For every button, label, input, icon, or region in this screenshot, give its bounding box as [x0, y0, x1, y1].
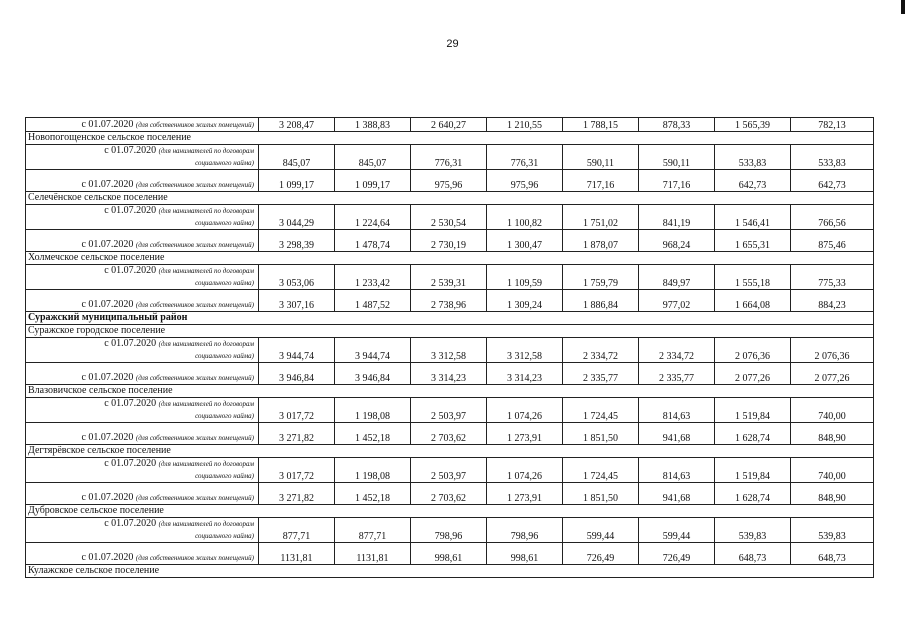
settlement-header-row [26, 312, 874, 325]
label-note-cont: социального найма) [195, 472, 254, 480]
tariff-value-cell: 648,73 [791, 543, 874, 565]
tariff-value-cell: 1 074,26 [487, 398, 563, 423]
tariff-value-cell: 3 017,72 [259, 398, 335, 423]
tenants-label [26, 398, 259, 423]
tariff-row [26, 290, 874, 312]
tariff-value-cell: 877,71 [259, 518, 335, 543]
tariff-value-cell: 1 628,74 [715, 483, 791, 505]
tariff-value-cell: 1 628,74 [715, 423, 791, 445]
tariff-value-cell: 3 307,16 [259, 290, 335, 312]
tariff-value-cell: 533,83 [715, 145, 791, 170]
tariff-value-cell: 1 519,84 [715, 458, 791, 483]
label-note: (для собственников жилых помещений) [135, 241, 254, 249]
tariff-value-cell: 2 730,19 [411, 230, 487, 252]
tariff-value-cell: 3 944,74 [335, 338, 411, 363]
tariff-value-cell: 2 077,26 [715, 363, 791, 385]
tariff-value-cell: 1 198,08 [335, 458, 411, 483]
tariff-value-cell: 1 452,18 [335, 423, 411, 445]
label-date: с 01.07.2020 [104, 338, 157, 349]
tariff-row [26, 338, 874, 363]
tariff-row [26, 118, 874, 132]
tenants-label [26, 205, 259, 230]
settlement-header-row [26, 325, 874, 338]
label-note: (для собственников жилых помещений) [135, 181, 254, 189]
tariff-value-cell: 3 053,06 [259, 265, 335, 290]
tariff-value-cell: 1 788,15 [563, 118, 639, 132]
owners-label [26, 118, 259, 132]
label-note: (для собственников жилых помещений) [135, 301, 254, 309]
tariff-value-cell: 1 519,84 [715, 398, 791, 423]
label-date: с 01.07.2020 [81, 372, 134, 383]
owners-label [26, 363, 259, 385]
tariff-value-cell: 642,73 [791, 170, 874, 192]
tariff-value-cell: 814,63 [639, 398, 715, 423]
tariff-value-cell: 941,68 [639, 423, 715, 445]
tenants-label [26, 518, 259, 543]
tariff-value-cell: 1 388,83 [335, 118, 411, 132]
tariff-value-cell: 845,07 [259, 145, 335, 170]
tariff-value-cell: 1 233,42 [335, 265, 411, 290]
tariff-value-cell: 3 946,84 [335, 363, 411, 385]
tenants-label [26, 338, 259, 363]
tariff-value-cell: 814,63 [639, 458, 715, 483]
settlement-name: Дубровское сельское поселение [26, 505, 874, 518]
tariff-row [26, 543, 874, 565]
tariff-value-cell: 590,11 [563, 145, 639, 170]
owners-label [26, 230, 259, 252]
label-note: (для собственников жилых помещений) [135, 374, 254, 382]
tariff-value-cell: 798,96 [411, 518, 487, 543]
owners-label [26, 170, 259, 192]
tariff-value-cell: 766,56 [791, 205, 874, 230]
tariff-value-cell: 1 555,18 [715, 265, 791, 290]
label-date: с 01.07.2020 [104, 205, 157, 216]
tariff-value-cell: 878,33 [639, 118, 715, 132]
tariff-value-cell: 740,00 [791, 458, 874, 483]
label-date: с 01.07.2020 [81, 492, 134, 503]
tariff-value-cell: 2 530,54 [411, 205, 487, 230]
tariff-row [26, 205, 874, 230]
tariff-value-cell: 2 335,77 [639, 363, 715, 385]
settlement-header-row [26, 445, 874, 458]
tariff-value-cell: 3 208,47 [259, 118, 335, 132]
tariff-row [26, 230, 874, 252]
label-note: (для нанимателей по договорам [158, 520, 254, 528]
tariff-value-cell: 1 309,24 [487, 290, 563, 312]
label-date: с 01.07.2020 [104, 265, 157, 276]
label-note-cont: социального найма) [195, 412, 254, 420]
label-note: (для собственников жилых помещений) [135, 121, 254, 129]
tariff-value-cell: 3 946,84 [259, 363, 335, 385]
tariff-value-cell: 533,83 [791, 145, 874, 170]
tariff-value-cell: 1 851,50 [563, 423, 639, 445]
label-date: с 01.07.2020 [81, 299, 134, 310]
label-date: с 01.07.2020 [81, 552, 134, 563]
tariff-value-cell: 539,83 [791, 518, 874, 543]
label-date: с 01.07.2020 [104, 518, 157, 529]
tariff-value-cell: 1 099,17 [259, 170, 335, 192]
owners-label [26, 290, 259, 312]
label-note: (для нанимателей по договорам [158, 267, 254, 275]
tariff-value-cell: 848,90 [791, 483, 874, 505]
tariff-row [26, 423, 874, 445]
tariff-row [26, 265, 874, 290]
tariff-row [26, 458, 874, 483]
tariff-value-cell: 776,31 [487, 145, 563, 170]
tenants-label [26, 265, 259, 290]
tariff-value-cell: 1 300,47 [487, 230, 563, 252]
tariff-value-cell: 1 546,41 [715, 205, 791, 230]
tariff-value-cell: 998,61 [411, 543, 487, 565]
tariff-value-cell: 841,19 [639, 205, 715, 230]
tariff-value-cell: 1 099,17 [335, 170, 411, 192]
tariff-value-cell: 1 210,55 [487, 118, 563, 132]
tariff-value-cell: 1 664,08 [715, 290, 791, 312]
settlement-name: Дегтярёвское сельское поселение [26, 445, 874, 458]
tariff-value-cell: 2 077,26 [791, 363, 874, 385]
tariff-value-cell: 3 314,23 [411, 363, 487, 385]
label-note-cont: социального найма) [195, 279, 254, 287]
tariff-value-cell: 3 314,23 [487, 363, 563, 385]
tenants-label [26, 458, 259, 483]
tariff-value-cell: 1 224,64 [335, 205, 411, 230]
tariff-value-cell: 717,16 [639, 170, 715, 192]
tariff-row [26, 398, 874, 423]
tenants-label [26, 145, 259, 170]
tariff-row [26, 145, 874, 170]
owners-label [26, 423, 259, 445]
label-date: с 01.07.2020 [104, 145, 157, 156]
label-note: (для собственников жилых помещений) [135, 434, 254, 442]
tariff-value-cell: 1 724,45 [563, 398, 639, 423]
settlement-name: Холмечское сельское поселение [26, 252, 874, 265]
tariff-value-cell: 968,24 [639, 230, 715, 252]
tariff-value-cell: 776,31 [411, 145, 487, 170]
tariff-value-cell: 2 076,36 [791, 338, 874, 363]
tariff-value-cell: 2 076,36 [715, 338, 791, 363]
tariff-value-cell: 3 017,72 [259, 458, 335, 483]
tariff-value-cell: 848,90 [791, 423, 874, 445]
settlement-name: Селечёнское сельское поселение [26, 192, 874, 205]
tariff-value-cell: 599,44 [563, 518, 639, 543]
tariff-value-cell: 2 539,31 [411, 265, 487, 290]
settlement-header-row [26, 565, 874, 578]
label-note: (для собственников жилых помещений) [135, 494, 254, 502]
label-note: (для нанимателей по договорам [158, 400, 254, 408]
tariff-value-cell: 3 271,82 [259, 483, 335, 505]
tariff-value-cell: 1131,81 [259, 543, 335, 565]
tariff-table-body [26, 118, 874, 578]
tariff-value-cell: 877,71 [335, 518, 411, 543]
label-date: с 01.07.2020 [81, 239, 134, 250]
label-note-cont: социального найма) [195, 219, 254, 227]
settlement-header-row [26, 192, 874, 205]
tariff-value-cell: 977,02 [639, 290, 715, 312]
settlement-name: Кулажское сельское поселение [26, 565, 874, 578]
tariff-value-cell: 1 851,50 [563, 483, 639, 505]
tariff-value-cell: 1 100,82 [487, 205, 563, 230]
label-date: с 01.07.2020 [104, 398, 157, 409]
tariff-value-cell: 648,73 [715, 543, 791, 565]
label-note: (для собственников жилых помещений) [135, 554, 254, 562]
tariff-value-cell: 2 503,97 [411, 458, 487, 483]
tariff-value-cell: 740,00 [791, 398, 874, 423]
tariff-value-cell: 782,13 [791, 118, 874, 132]
tariff-value-cell: 539,83 [715, 518, 791, 543]
label-date: с 01.07.2020 [81, 432, 134, 443]
page-corner-mark [901, 0, 905, 14]
tariff-value-cell: 642,73 [715, 170, 791, 192]
label-note-cont: социального найма) [195, 532, 254, 540]
label-note: (для нанимателей по договорам [158, 147, 254, 155]
label-note-cont: социального найма) [195, 352, 254, 360]
tariff-row [26, 170, 874, 192]
tariff-value-cell: 717,16 [563, 170, 639, 192]
settlement-header-row [26, 252, 874, 265]
tariff-value-cell: 1 074,26 [487, 458, 563, 483]
tariff-row [26, 363, 874, 385]
tariff-value-cell: 599,44 [639, 518, 715, 543]
owners-label [26, 543, 259, 565]
tariff-value-cell: 1 109,59 [487, 265, 563, 290]
settlement-name: Суражское городское поселение [26, 325, 874, 338]
label-date: с 01.07.2020 [81, 119, 134, 130]
tariff-value-cell: 2 703,62 [411, 483, 487, 505]
settlement-name: Влазовичское сельское поселение [26, 385, 874, 398]
settlement-name: Новопогощенское сельское поселение [26, 132, 874, 145]
settlement-header-row [26, 385, 874, 398]
settlement-header-row [26, 132, 874, 145]
tariff-row [26, 483, 874, 505]
tariff-value-cell: 1 273,91 [487, 483, 563, 505]
tariff-table [25, 117, 874, 578]
label-note: (для нанимателей по договорам [158, 207, 254, 215]
tariff-value-cell: 1 724,45 [563, 458, 639, 483]
label-date: с 01.07.2020 [81, 179, 134, 190]
tariff-value-cell: 1 751,02 [563, 205, 639, 230]
tariff-value-cell: 1 273,91 [487, 423, 563, 445]
owners-label [26, 483, 259, 505]
tariff-value-cell: 775,33 [791, 265, 874, 290]
tariff-value-cell: 975,96 [487, 170, 563, 192]
tariff-value-cell: 2 335,77 [563, 363, 639, 385]
tariff-value-cell: 975,96 [411, 170, 487, 192]
tariff-value-cell: 3 944,74 [259, 338, 335, 363]
tariff-value-cell: 1 452,18 [335, 483, 411, 505]
tariff-value-cell: 998,61 [487, 543, 563, 565]
tariff-value-cell: 3 312,58 [411, 338, 487, 363]
tariff-value-cell: 798,96 [487, 518, 563, 543]
tariff-value-cell: 1 759,79 [563, 265, 639, 290]
label-note-cont: социального найма) [195, 159, 254, 167]
tariff-value-cell: 1 886,84 [563, 290, 639, 312]
page-number: 29 [446, 38, 459, 50]
tariff-value-cell: 2 640,27 [411, 118, 487, 132]
tariff-value-cell: 941,68 [639, 483, 715, 505]
tariff-value-cell: 3 044,29 [259, 205, 335, 230]
tariff-value-cell: 726,49 [563, 543, 639, 565]
district-name: Суражский муниципальный район [26, 312, 874, 325]
tariff-value-cell: 3 271,82 [259, 423, 335, 445]
settlement-header-row [26, 505, 874, 518]
tariff-value-cell: 2 334,72 [639, 338, 715, 363]
tariff-value-cell: 1131,81 [335, 543, 411, 565]
tariff-value-cell: 849,97 [639, 265, 715, 290]
tariff-row [26, 518, 874, 543]
tariff-value-cell: 884,23 [791, 290, 874, 312]
label-note: (для нанимателей по договорам [158, 460, 254, 468]
tariff-value-cell: 2 503,97 [411, 398, 487, 423]
tariff-value-cell: 2 334,72 [563, 338, 639, 363]
tariff-value-cell: 2 738,96 [411, 290, 487, 312]
tariff-value-cell: 3 312,58 [487, 338, 563, 363]
tariff-value-cell: 1 655,31 [715, 230, 791, 252]
tariff-value-cell: 1 487,52 [335, 290, 411, 312]
tariff-value-cell: 2 703,62 [411, 423, 487, 445]
tariff-value-cell: 1 198,08 [335, 398, 411, 423]
tariff-value-cell: 1 565,39 [715, 118, 791, 132]
label-date: с 01.07.2020 [104, 458, 157, 469]
tariff-value-cell: 590,11 [639, 145, 715, 170]
tariff-value-cell: 726,49 [639, 543, 715, 565]
tariff-value-cell: 1 478,74 [335, 230, 411, 252]
tariff-value-cell: 1 878,07 [563, 230, 639, 252]
tariff-value-cell: 875,46 [791, 230, 874, 252]
label-note: (для нанимателей по договорам [158, 340, 254, 348]
tariff-value-cell: 3 298,39 [259, 230, 335, 252]
tariff-value-cell: 845,07 [335, 145, 411, 170]
